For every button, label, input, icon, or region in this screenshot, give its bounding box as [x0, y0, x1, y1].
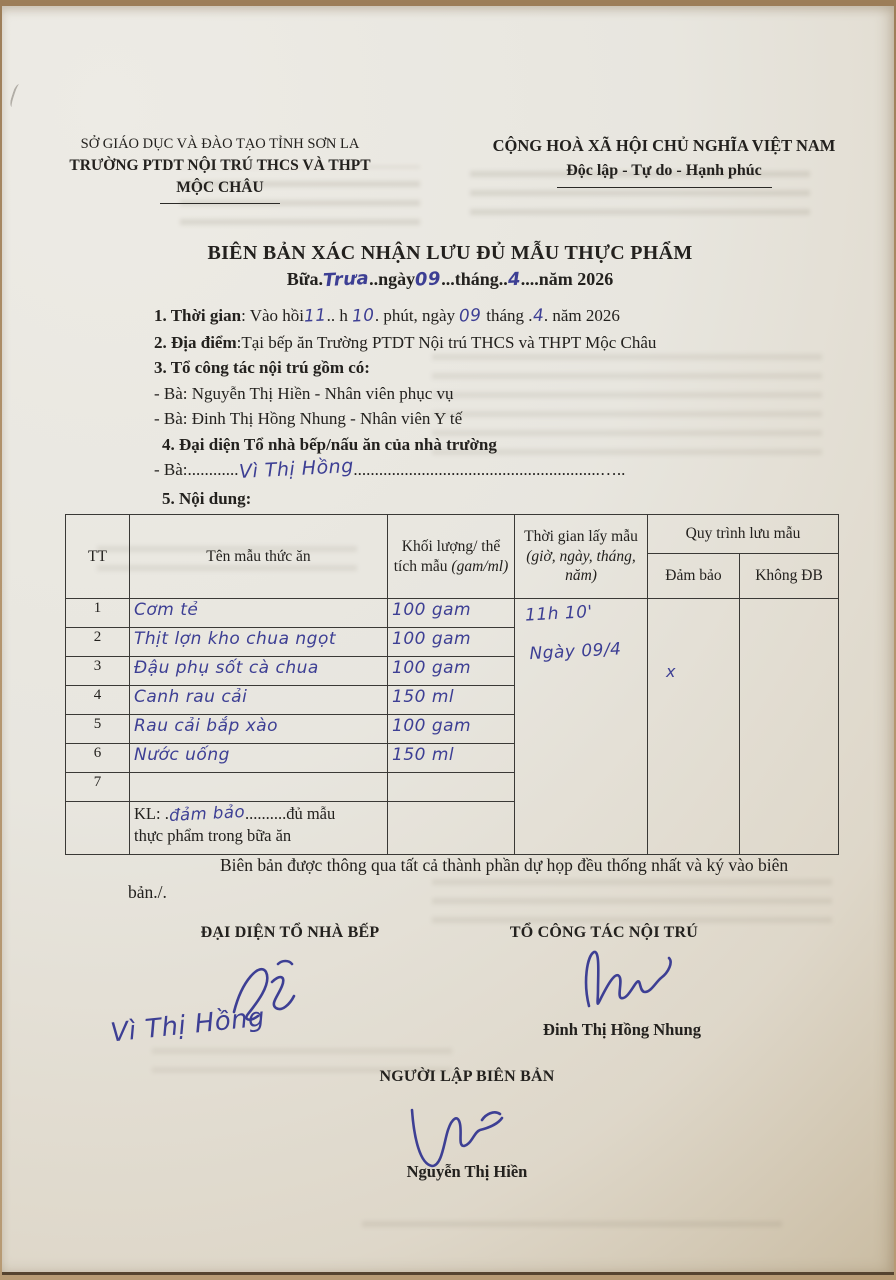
pen-mark	[9, 83, 25, 109]
item-location-label: 2. Địa điểm	[154, 332, 237, 352]
handwritten-month2: 4	[531, 305, 545, 327]
col-header-process: Quy trình lưu mẫu	[648, 515, 839, 554]
conclusion-cell	[130, 802, 388, 855]
col-header-not-ok: Không ĐB	[740, 554, 839, 599]
item-time-label: 1. Thời gian	[154, 306, 242, 325]
handwritten-qty: 100 gam	[392, 658, 472, 678]
handwritten-rep-name: Vì Thị Hồng	[237, 455, 354, 483]
sampling-time-cell	[515, 599, 648, 855]
row-number: 7	[66, 773, 130, 802]
handwritten-food-name: Nước uống	[134, 745, 230, 765]
qty-cell	[388, 628, 515, 657]
item-time	[154, 303, 794, 330]
row-number: 6	[66, 744, 130, 773]
document-title: BIÊN BẢN XÁC NHẬN LƯU ĐỦ MẪU THỰC PHẨM	[207, 242, 693, 264]
org-school-line1: TRƯỜNG PTDT NỘI TRÚ THCS VÀ THPT	[69, 157, 371, 175]
org-school-line2: MỘC CHÂU	[176, 179, 264, 197]
handwritten-food-name: Đậu phụ sốt cà chua	[134, 658, 319, 678]
food-name-cell	[130, 628, 388, 657]
item-time-text: tháng .	[481, 306, 533, 325]
handwritten-day2: 09	[458, 305, 483, 327]
committee-member-1: - Bà: Nguyễn Thị Hiền - Nhân viên phục vụ	[154, 383, 454, 403]
conclusion-text-line2: thực phẩm trong bữa ăn	[134, 826, 292, 845]
item-committee-label: 3. Tổ công tác nội trú gồm có:	[154, 358, 370, 377]
table-row	[66, 599, 839, 628]
right-signature-scribble	[577, 944, 707, 1014]
col-header-qty-unit: (gam/ml)	[451, 557, 509, 575]
document-subtitle	[2, 269, 896, 290]
col-header-tt: TT	[66, 515, 130, 599]
subtitle-text: ....năm 2026	[520, 269, 614, 289]
col-header-time-note: (giờ, ngày, tháng, năm)	[526, 547, 636, 585]
handwritten-food-name: Rau cải bắp xào	[134, 716, 279, 736]
food-name-cell	[130, 657, 388, 686]
handwritten-hour: 11	[303, 305, 328, 327]
qty-cell	[388, 657, 515, 686]
handwritten-qty: 150 ml	[392, 745, 455, 765]
handwritten-qty: 100 gam	[392, 600, 472, 620]
qty-cell	[388, 686, 515, 715]
food-name-cell	[130, 686, 388, 715]
bleed-through	[362, 1210, 782, 1240]
row-number: 1	[66, 599, 130, 628]
national-motto-block	[464, 134, 864, 188]
handwritten-qty: 100 gam	[392, 716, 472, 736]
handwritten-sampling-date: Ngày 09/4	[529, 639, 623, 665]
qty-cell	[388, 744, 515, 773]
food-name-cell	[130, 773, 388, 802]
col-header-qty-text: Khối lượng/ thể tích mẫu	[393, 538, 501, 575]
item-location	[154, 330, 794, 356]
item-time-text: . năm 2026	[543, 306, 620, 325]
not-ok-cell	[740, 599, 839, 855]
item-kitchen-rep-label: 4. Đại diện Tổ nhà bếp/nấu ăn của nhà trường	[162, 434, 497, 454]
handwritten-minute: 10	[351, 305, 376, 327]
country-title: CỘNG HOÀ XÃ HỘI CHỦ NGHĨA VIỆT NAM	[492, 136, 836, 155]
item-time-text: .. h	[326, 306, 353, 325]
qty-cell	[388, 715, 515, 744]
dotted-leader: ..........................................................…..	[353, 460, 626, 479]
issuing-org-block	[64, 134, 376, 204]
motto: Độc lập - Tự do - Hạnh phúc	[566, 161, 762, 179]
row-number	[66, 802, 130, 855]
preparer-name: Nguyễn Thị Hiền	[406, 1162, 528, 1181]
preparer-title: NGƯỜI LẬP BIÊN BẢN	[379, 1068, 555, 1085]
row-number: 5	[66, 715, 130, 744]
left-signature-title: ĐẠI DIỆN TỔ NHÀ BẾP	[200, 924, 380, 941]
ok-cell	[648, 599, 740, 855]
qty-cell	[388, 802, 515, 855]
col-header-time	[515, 515, 648, 599]
item-content-label: 5. Nội dung:	[162, 488, 252, 508]
left-handwritten-name: Vì Thị Hồng	[109, 1002, 267, 1049]
food-name-cell	[130, 599, 388, 628]
handwritten-food-name: Thịt lợn kho chua ngọt	[134, 629, 337, 649]
col-header-ok: Đảm bảo	[648, 554, 740, 599]
header-underline	[160, 203, 280, 204]
subtitle-text: Bữa.	[286, 269, 324, 289]
qty-cell	[388, 599, 515, 628]
right-signature-title: TỔ CÔNG TÁC NỘI TRÚ	[509, 924, 699, 941]
motto-underline	[557, 187, 772, 188]
handwritten-month: 4	[507, 268, 522, 291]
row-number: 2	[66, 628, 130, 657]
closing-paragraph: Biên bản được thông qua tất cả thành phần dự họp đều thống nhất và ký vào biên bản./.	[128, 855, 789, 902]
paper-sheet	[2, 6, 894, 1275]
committee-member-2: - Bà: Đinh Thị Hồng Nhung - Nhân viên Y tế	[154, 409, 463, 428]
conclusion-text: KL: .	[134, 804, 169, 823]
col-header-time-text: Thời gian lấy mẫu	[524, 528, 638, 546]
document-body	[154, 303, 794, 511]
food-sample-table	[65, 514, 839, 855]
row-number: 3	[66, 657, 130, 686]
food-name-cell	[130, 744, 388, 773]
col-header-name: Tên mẫu thức ăn	[130, 515, 388, 599]
handwritten-qty: 100 gam	[392, 629, 472, 649]
handwritten-food-name: Cơm tẻ	[134, 600, 199, 620]
item-location-text: :Tại bếp ăn Trường PTDT Nội trú THCS và THPT Mộc Châu	[236, 332, 657, 352]
org-department: SỞ GIÁO DỤC VÀ ĐÀO TẠO TỈNH SƠN LA	[80, 136, 360, 152]
handwritten-qty: 150 ml	[392, 687, 455, 707]
dotted-leader: - Bà:............	[154, 460, 239, 479]
handwritten-check-mark: x	[666, 662, 676, 681]
subtitle-text: ..ngày	[369, 269, 416, 289]
right-signer-name: Đinh Thị Hồng Nhung	[543, 1020, 701, 1039]
col-header-qty	[388, 515, 515, 599]
handwritten-day: 09	[414, 268, 442, 291]
handwritten-food-name: Canh rau cải	[134, 687, 248, 707]
qty-cell	[388, 773, 515, 802]
conclusion-text: ..........đủ mẫu	[244, 804, 336, 823]
item-time-text: : Vào hồi	[241, 306, 305, 325]
handwritten-conclusion: đảm bảo	[168, 802, 246, 825]
food-name-cell	[130, 715, 388, 744]
row-number: 4	[66, 686, 130, 715]
kitchen-rep-line	[154, 457, 794, 483]
handwritten-sampling-time: 11h 10'	[524, 602, 594, 626]
item-time-text: . phút, ngày	[374, 306, 460, 325]
subtitle-text: ...tháng..	[441, 269, 508, 289]
handwritten-meal: Trưa	[322, 267, 370, 292]
